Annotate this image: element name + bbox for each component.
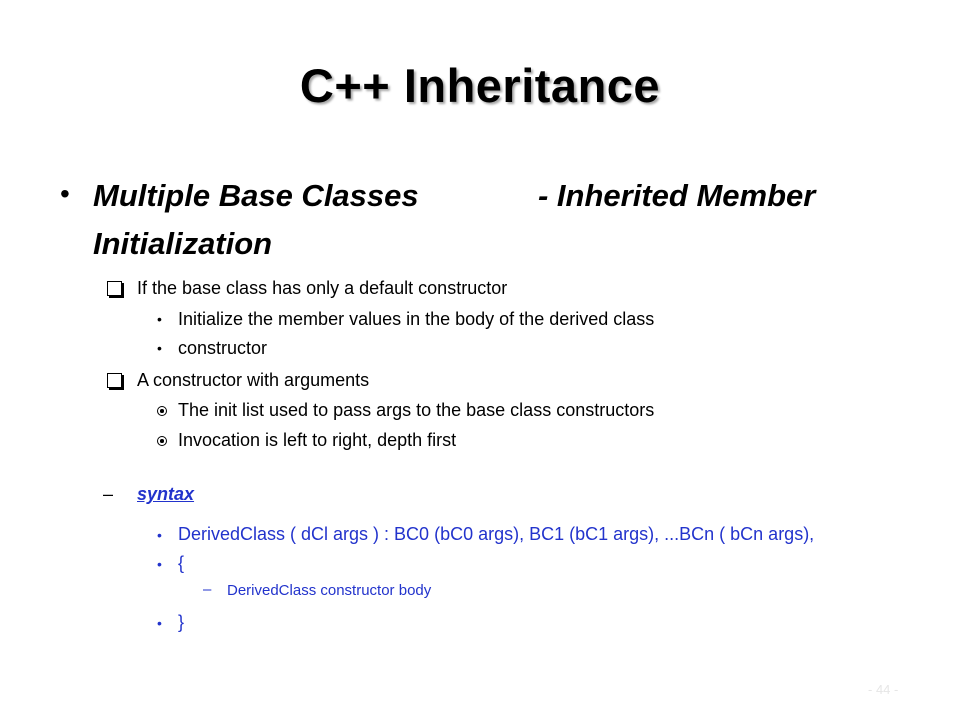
bullet-icon: • [157,615,162,631]
slide-title: C++ Inheritance [299,59,661,112]
heading-multiple-base-classes: Multiple Base Classes [93,178,419,213]
circle-bullet-icon [157,406,167,416]
syntax-close-brace: } [178,612,185,632]
section2-item: Invocation is left to right, depth first [178,430,457,450]
heading-inherited-member: - Inherited Member [538,178,816,213]
syntax-label: syntax [137,484,195,504]
checkbox-bullet-icon [107,281,122,296]
syntax-open-brace: { [178,553,185,573]
section2-label: A constructor with arguments [137,370,370,390]
bullet-icon: • [157,527,162,543]
dash-bullet: – [203,581,212,598]
checkbox-bullet-icon [107,373,122,388]
section1-item: constructor [178,338,268,358]
heading-initialization: Initialization [93,226,273,261]
section2-item: The init list used to pass args to the base class constructors [178,400,655,420]
section1-item: Initialize the member values in the body of the derived class [178,309,655,329]
bullet-icon: • [157,311,162,327]
circle-bullet-icon [157,436,167,446]
page-number: - 44 - [868,682,899,697]
syntax-line: DerivedClass ( dCl args ) : BC0 (bC0 args), BC1 (bC1 args), ...BCn ( bCn args), [178,524,815,544]
dash-bullet: – [103,484,114,504]
section1-label: If the base class has only a default constructor [137,278,508,298]
syntax-body: DerivedClass constructor body [227,582,432,599]
heading-bullet: • [60,178,70,209]
bullet-icon: • [157,556,162,572]
bullet-icon: • [157,340,162,356]
